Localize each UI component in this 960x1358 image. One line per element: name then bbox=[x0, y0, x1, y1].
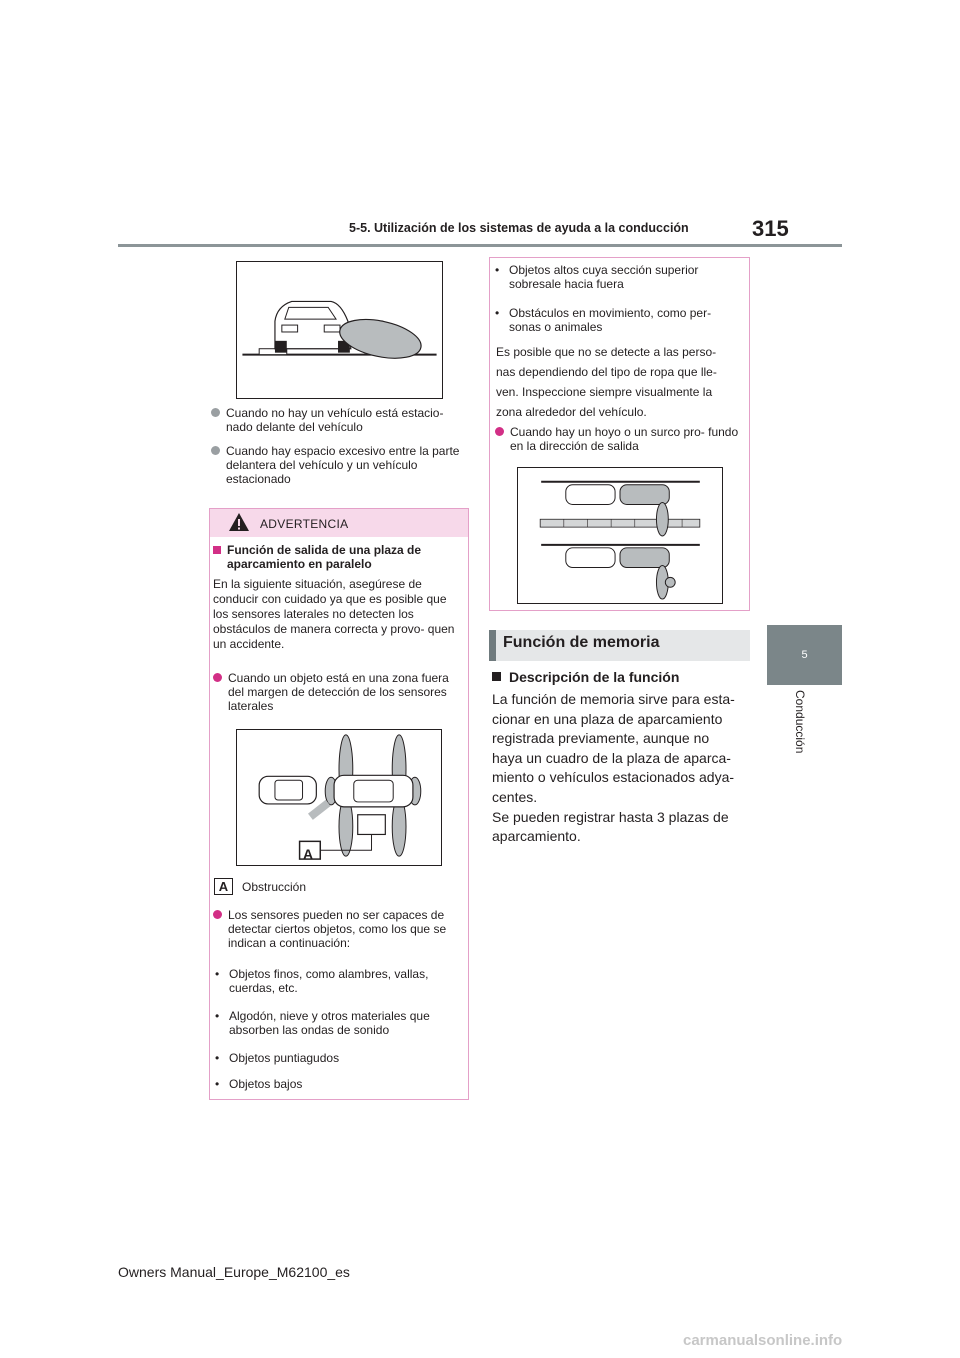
warning-bullet-zone: Cuando un objeto está en una zona fuera del margen de detección de los sensores laterales bbox=[213, 671, 463, 713]
warning-bullet-hole: Cuando hay un hoyo o un surco pro- fundo en la dirección de salida bbox=[495, 425, 745, 453]
car-front-illustration bbox=[237, 262, 442, 398]
header-section-title: 5-5. Utilización de los sistemas de ayuda a la conducción bbox=[349, 221, 689, 235]
chapter-tab bbox=[767, 625, 842, 685]
bullet-dot-icon bbox=[211, 408, 220, 417]
bullet-dot-icon bbox=[211, 446, 220, 455]
figure-label-a: A bbox=[303, 846, 314, 862]
warning-title: ADVERTENCIA bbox=[260, 517, 349, 531]
hole-exit-illustration bbox=[518, 468, 722, 603]
legend-text: Obstrucción bbox=[242, 879, 307, 894]
header-rule bbox=[118, 244, 842, 247]
bullet-dot-icon bbox=[495, 427, 504, 436]
warning-heading: Función de salida de una plaza de aparcamiento en paralelo bbox=[213, 543, 463, 571]
bullet-dot-icon bbox=[213, 910, 222, 919]
bullet-dot-icon bbox=[213, 673, 222, 682]
warning-item-moving: • Obstáculos en movimiento, como per- sonas o animales bbox=[495, 306, 712, 334]
warning-clothing-note: Es posible que no se detecte a las perso- nas dependiendo del tipo de ropa que lle- ven. Inspeccione siempre visualmente la zona alrededor del vehículo. bbox=[496, 345, 717, 419]
section-header-bar bbox=[489, 630, 496, 661]
warning-item-thin: • Objetos finos, como alambres, vallas, cuerdas, etc. bbox=[215, 967, 429, 995]
warning-item-tall: • Objetos altos cuya sección superior sobresale hacia fuera bbox=[495, 263, 699, 291]
warning-intro: En la siguiente situación, asegúrese de conducir con cuidado ya que es posible que los sensores laterales no detecten los obstáculos de manera correcta y provo- quen un accidente. bbox=[213, 577, 455, 651]
section-title: Función de memoria bbox=[503, 634, 660, 651]
legend-obstruction bbox=[214, 878, 306, 895]
sensor-zones-illustration bbox=[237, 730, 441, 865]
warning-item-sharp: • Objetos puntiagudos bbox=[215, 1051, 340, 1065]
figure-sensor-zones bbox=[236, 729, 442, 866]
subheading: Descripción de la función bbox=[492, 669, 747, 685]
warning-triangle-icon bbox=[228, 512, 250, 532]
figure-hole-exit bbox=[517, 467, 723, 604]
chapter-number: 5 bbox=[801, 649, 808, 661]
legend-letter: A bbox=[214, 878, 233, 895]
footer-doc-id: Owners Manual_Europe_M62100_es bbox=[118, 1264, 350, 1280]
bullet-excess-space: Cuando hay espacio excesivo entre la parte delantera del vehículo y un vehículo estacionado bbox=[211, 444, 466, 486]
square-bullet-icon bbox=[492, 672, 501, 681]
watermark: carmanualsonline.info bbox=[683, 1332, 843, 1349]
warning-bullet-sensors: Los sensores pueden no ser capaces de detectar ciertos objetos, como los que se indican a continuación: bbox=[213, 908, 463, 950]
warning-item-low: • Objetos bajos bbox=[215, 1077, 303, 1091]
square-bullet-icon bbox=[213, 546, 221, 554]
memory-function-description: La función de memoria sirve para esta- cionar en una plaza de aparcamiento registrada previamente, aunque no haya un cuadro de la plaza de aparca- miento o vehículos estacionados adya- centes. Se pueden registrar hasta 3 plazas de aparcamiento. bbox=[492, 691, 735, 845]
bullet-no-vehicle: Cuando no hay un vehículo está estacio- nado delante del vehículo bbox=[211, 406, 466, 434]
page-number: 315 bbox=[752, 216, 789, 241]
chapter-label: Conducción bbox=[793, 690, 807, 754]
figure-car-front bbox=[236, 261, 443, 399]
warning-item-cotton: • Algodón, nieve y otros materiales que absorben las ondas de sonido bbox=[215, 1009, 430, 1037]
